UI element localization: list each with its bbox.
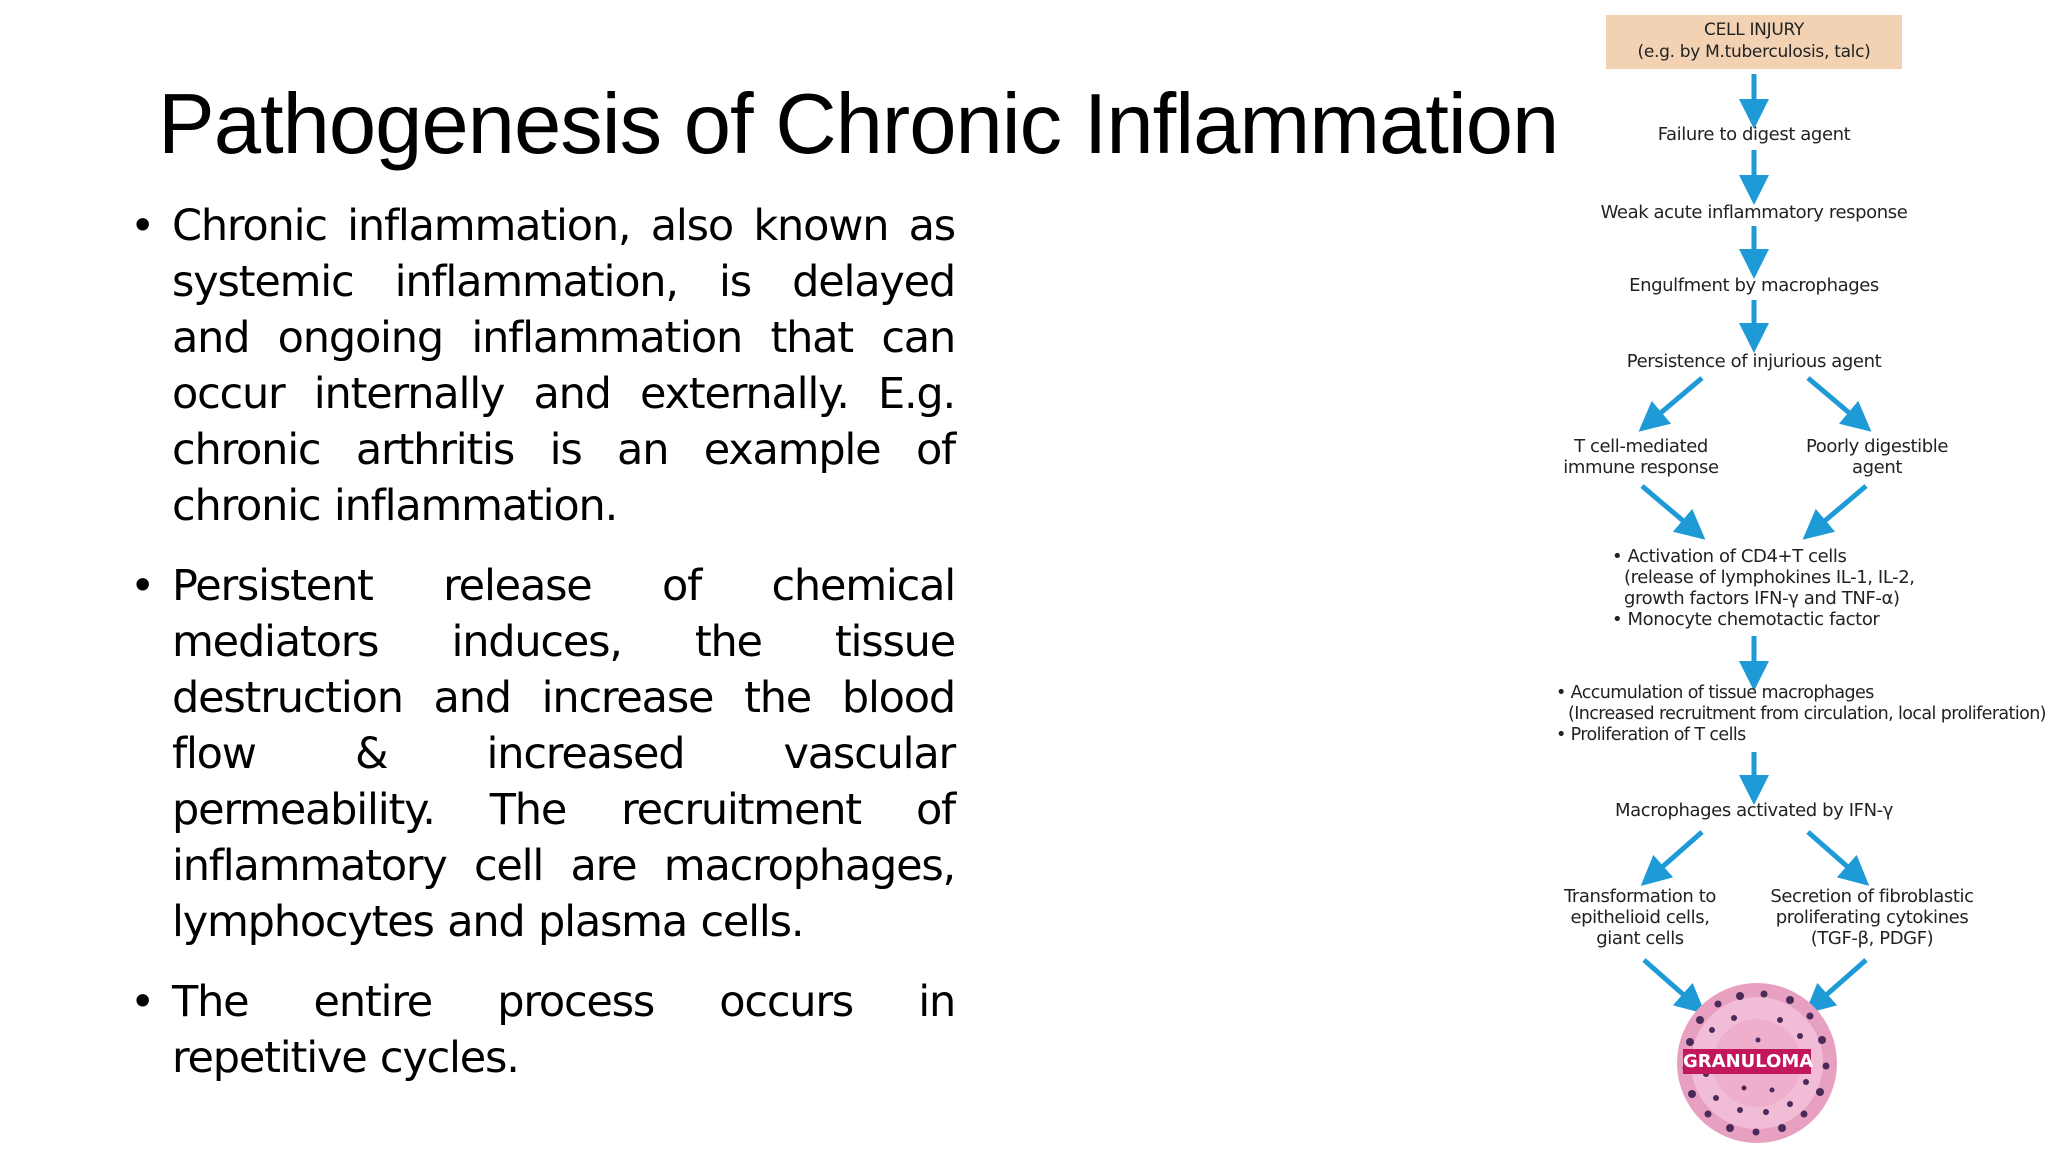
node-line: epithelioid cells, [1570,907,1710,928]
bullet-item: • Persistent release of chemical mediators induces, the tissue destruction and increase the blood flow & increased vascular permeability. The recruitment of inflammatory cell are macrophages, lymphocytes and plasma cells. [130,558,955,950]
node-line: Poorly digestible [1805,436,1949,457]
cell-injury-box [1606,15,1902,69]
arrow [1816,960,1866,1004]
node-line: (release of lymphokines IL-1, IL-2, [1624,567,1915,588]
node-line: growth factors IFN-γ and TNF-α) [1624,588,1900,609]
box-line: CELL INJURY [1704,20,1804,40]
arrow [1642,486,1694,530]
node-line: (TGF-β, PDGF) [1810,928,1934,949]
node-line: T cell-mediated [1574,436,1708,457]
flow-node-macrophages-activated: Macrophages activated by IFN-γ [1615,800,1893,821]
arrow [1644,960,1694,1004]
flow-node-accumulation [1556,683,2046,746]
arrow [1652,832,1702,876]
node-line: immune response [1563,457,1719,478]
bullet-item: • The entire process occurs in repetitive cycles. [130,974,955,1086]
box-line: (e.g. by M.tuberculosis, talc) [1637,42,1871,62]
flow-node-tcell [1556,436,1726,478]
flow-node-engulfment: Engulfment by macrophages [1629,275,1879,296]
bullet-item: • Chronic inflammation, also known as systemic inflammation, is delayed and ongoing inflammation that can occur internally and externally. E.g. chronic arthritis is an example of chronic inflammation. [130,198,955,534]
flow-node-transformation [1550,886,1730,949]
flow-node-failure: Failure to digest agent [1657,124,1851,145]
arrow [1808,832,1858,876]
slide-title: Pathogenesis of Chronic Inflammation [158,77,1558,172]
node-line: Secretion of fibroblastic [1770,886,1974,907]
node-line: • Accumulation of tissue macrophages [1556,683,1874,703]
flow-node-poorly-digestible [1792,436,1962,478]
arrow [1808,378,1860,422]
node-line: giant cells [1596,928,1684,949]
node-line: • Activation of CD4+T cells [1612,546,1847,567]
arrow [1650,378,1702,422]
node-line: proliferating cytokines [1775,907,1969,928]
node-line: • Monocyte chemotactic factor [1612,609,1880,630]
arrow [1814,486,1866,530]
node-line: (Increased recruitment from circulation, local proliferation) [1568,704,2046,724]
node-line: • Proliferation of T cells [1556,725,1746,745]
node-line: Transformation to [1563,886,1717,907]
granuloma-label: GRANULOMA [1683,1051,1814,1072]
node-line: agent [1852,457,1902,478]
flow-node-persistence: Persistence of injurious agent [1626,351,1882,372]
flow-node-weak-response: Weak acute inflammatory response [1600,202,1908,223]
flow-node-activation [1612,546,1932,630]
flow-node-secretion [1752,886,1992,949]
